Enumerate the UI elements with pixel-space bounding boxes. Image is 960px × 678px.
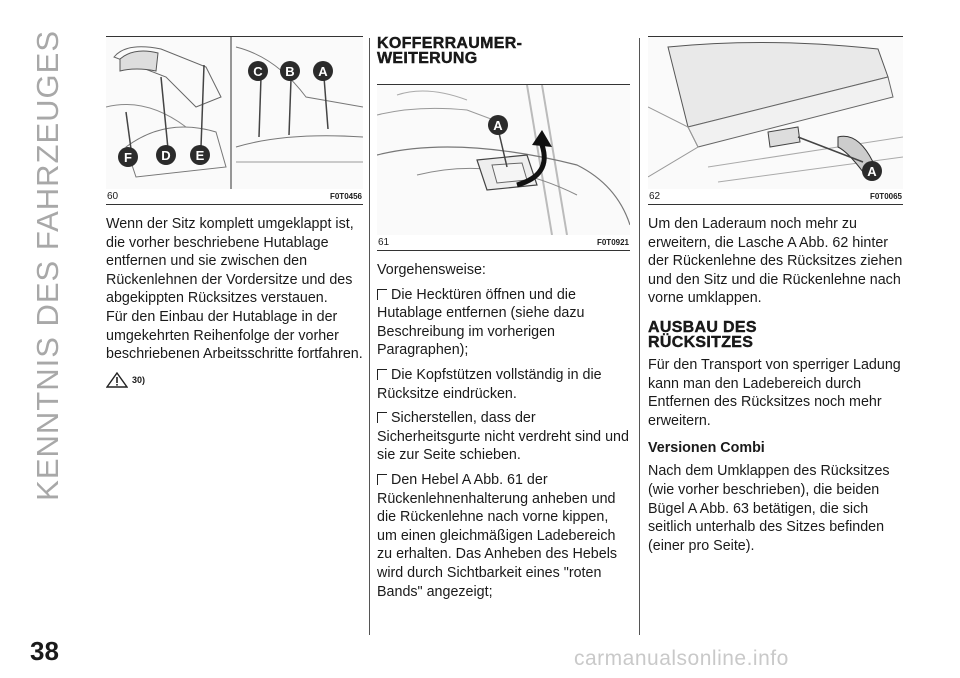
section-heading: AUSBAU DES RÜCKSITZES [648,318,757,351]
subheading: Versionen Combi [648,440,765,457]
callout-f [118,147,138,167]
bullet-text: Sicherstellen, dass der Sicherheitsgurte nicht verdreht sind und sie zur Seite schieben. [377,410,629,464]
bullet-text: Die Hecktüren öffnen und die Hutablage entfernen (siehe dazu Beschreibung im vorherigen Paragraphen); [377,286,585,359]
figure-caption [648,189,903,205]
bullet-item [377,286,630,360]
callout-a [313,61,333,81]
figure-62 [648,36,903,205]
paragraph: Für den Einbau der Hutablage in der umgekehrten Reihenfolge der vorher beschriebenen Arbeitsschritte fortfahren. [106,308,363,363]
svg-text:E: E [195,148,205,163]
bullet-marker-icon [377,369,387,380]
callout-a [488,115,508,135]
column-1 [106,36,363,388]
figure-caption [106,189,363,205]
callout-b [280,61,300,81]
svg-text:F: F [124,150,132,165]
figure-61 [377,84,630,251]
warning-triangle-icon [106,372,128,388]
bullet-text: Den Hebel A Abb. 61 der Rückenlehnenhalterung anheben und die Rückenlehne nach vorne kippen, um einen gleichmäßigen Ladebereich zu erhalten. Das Anheben des Hebels wird durch Sichtbarkeit eines "roten Bands" angezeigt; [377,471,618,600]
chapter-title-text: KENNTNIS DES FAHRZEUGES [30,30,65,501]
bullet-text: Die Kopfstützen vollständig in die Rücksitze eindrücken. [377,366,602,402]
svg-text:D: D [161,148,171,163]
bullet-item [377,471,630,601]
callout-e [190,145,210,165]
figure-code: F0T0456 [329,192,362,201]
bullet-item [377,366,630,403]
section-heading: KOFFERRAUMER- WEITERUNG [377,35,523,67]
figure-caption [377,235,630,251]
paragraph: Nach dem Umklappen des Rücksitzes (wie vorher beschrieben), die beiden Bügel A Abb. 63 betätigen, die sich seitlich unterhalb des Sitzes befinden (einer pro Seite). [648,463,890,554]
figure-code: F0T0065 [869,192,902,201]
figure-61-illustration [377,85,630,235]
svg-text:B: B [285,64,295,79]
callout-c [248,61,268,81]
figure-62-illustration [648,37,903,189]
paragraph: Wenn der Sitz komplett umgeklappt ist, die vorher beschriebene Hutablage entfernen und sie zwischen den Rückenlehnen der Vordersitze und des abgekippten Rücksitzes verstauen. [106,216,354,307]
svg-text:A: A [318,64,328,79]
figure-60 [106,36,363,205]
column-3 [648,36,903,555]
svg-text:A: A [867,164,877,179]
watermark: carmanualsonline.info [574,647,789,670]
column-2 [377,36,630,601]
svg-text:C: C [253,64,263,79]
note-reference: 30) [132,374,146,385]
column-divider [369,38,370,635]
bullet-marker-icon [377,289,387,300]
callout-a [862,161,882,181]
bullet-marker-icon [377,412,387,423]
figure-number: 62 [649,191,661,202]
bullet-item [377,409,630,465]
callout-d [156,145,176,165]
figure-number: 60 [107,191,119,202]
paragraph: Für den Transport von sperriger Ladung kann man den Ladebereich durch Entfernen des Rücksitzes noch mehr erweitern. [648,356,901,429]
paragraph: Um den Laderaum noch mehr zu erweitern, die Lasche A Abb. 62 hinter der Rückenlehne des Rücksitzes ziehen und den Sitz und die Rückenlehne nach vorne umklappen. [648,216,903,307]
sidebar-chapter-title [20,30,76,501]
figure-code: F0T0921 [596,238,629,247]
figure-60-illustration [106,37,363,189]
figure-number: 61 [378,237,390,248]
warning-note [106,372,363,388]
paragraph: Vorgehensweise: [377,262,486,278]
page-number: 38 [30,636,59,666]
column-divider [639,38,640,635]
svg-text:A: A [493,118,503,133]
bullet-marker-icon [377,474,387,485]
